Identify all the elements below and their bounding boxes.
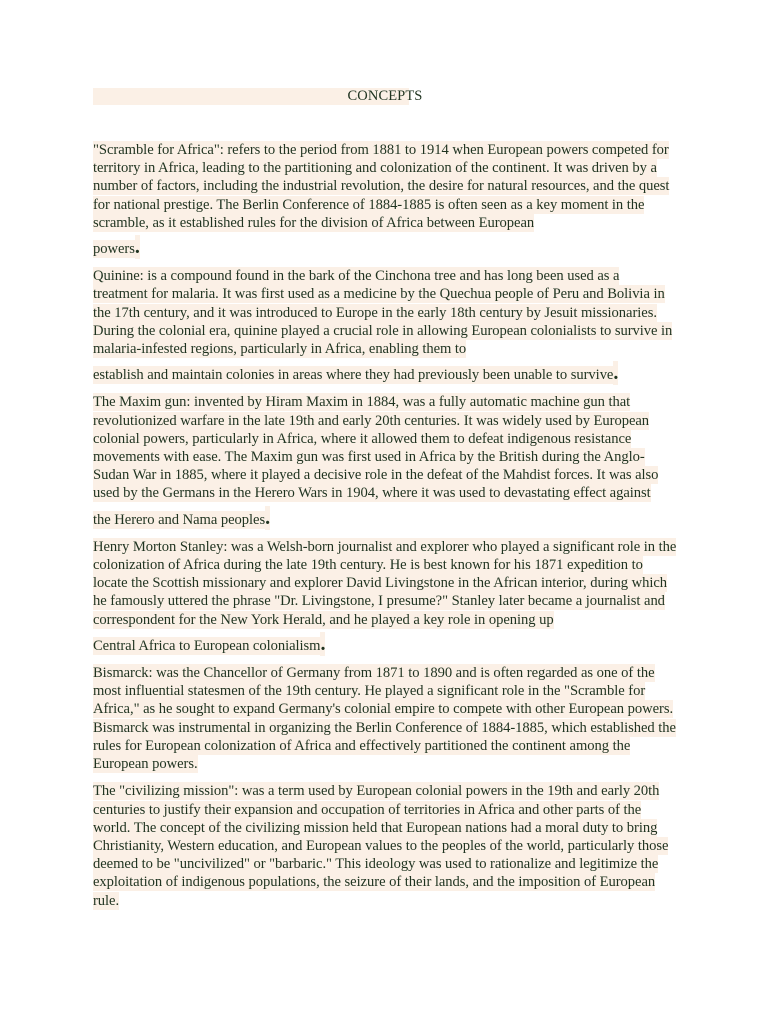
paragraph-bismarck xyxy=(93,664,677,773)
paragraph-end: . xyxy=(320,632,326,655)
paragraph-body: Quinine: is a compound found in the bark of the Cinchona tree and has long been used as a treatment for malaria. It was first used as a medicine by the Quechua people of Peru and Bolivia in the 17th century, and it was introduced to Europe in the early 18th century by Jesuit missionaries. During the colonial era, quinine played a crucial role in allowing European colonialists to survive in malaria-infested regions, particularly in Africa, enabling them to xyxy=(93,268,673,358)
paragraph-scramble-for-africa xyxy=(93,141,677,258)
paragraph-body: "Scramble for Africa": refers to the period from 1881 to 1914 when European powers competed for territory in Africa, leading to the partitioning and colonization of the continent. It was driven by a number of factors, including the industrial revolution, the desire for natural resources, and the quest for national prestige. The Berlin Conference of 1884-1885 is often seen as a key moment in the scramble, as it established rules for the division of Africa between European xyxy=(93,142,670,231)
paragraph-maxim-gun xyxy=(93,393,677,528)
paragraph-end: . xyxy=(613,362,619,385)
document-page xyxy=(93,86,677,919)
paragraph-tail: establish and maintain colonies in areas where they had previously been unable to survive xyxy=(93,367,614,384)
paragraph-henry-morton-stanley xyxy=(93,538,677,655)
paragraph-tail: powers xyxy=(93,241,135,258)
paragraph-tail: Central Africa to European colonialism xyxy=(93,637,321,654)
paragraph-body: The "civilizing mission": was a term used by European colonial powers in the 19th and early 20th centuries to justify their expansion and occupation of territories in Africa and other parts of the world. The concept of the civilizing mission held that European nations had a moral duty to bring Christianity, Western education, and European values to the peoples of the world, particularly those deemed to be "uncivilized" or "barbaric." This ideology was used to rationalize and legitimize the exploitation of indigenous populations, the seizure of their lands, and the imposition of European rule. xyxy=(93,783,669,909)
paragraph-tail: the Herero and Nama peoples xyxy=(93,511,266,528)
paragraph-end: . xyxy=(134,236,140,259)
page-title: CONCEPTS xyxy=(347,88,423,104)
paragraph-end: . xyxy=(265,506,271,529)
paragraph-quinine xyxy=(93,267,677,384)
paragraph-civilizing-mission xyxy=(93,782,677,909)
title-block xyxy=(93,86,677,105)
paragraph-body: Bismarck: was the Chancellor of Germany from 1871 to 1890 and is often regarded as one of the most influential statesmen of the 19th century. He played a significant role in the "Scramble for Africa," as he sought to expand Germany's colonial empire to compete with other European powers. Bismarck was instrumental in organizing the Berlin Conference of 1884-1885, which established the rules for European colonization of Africa and effectively partitioned the continent among the European powers. xyxy=(93,665,676,773)
paragraph-body: Henry Morton Stanley: was a Welsh-born journalist and explorer who played a significant role in the colonization of Africa during the late 19th century. He is best known for his 1871 expedition to locate the Scottish missionary and explorer David Livingstone in the African interior, during which he famously uttered the phrase "Dr. Livingstone, I presume?" Stanley later became a journalist and correspondent for the New York Herald, and he played a key role in opening up xyxy=(93,538,677,628)
paragraph-body: The Maxim gun: invented by Hiram Maxim in 1884, was a fully automatic machine gun that revolutionized warfare in the late 19th and early 20th centuries. It was widely used by European colonial powers, particularly in Africa, where it allowed them to defeat indigenous resistance movements with ease. The Maxim gun was first used in Africa by the British during the Anglo-Sudan War in 1885, where it played a decisive role in the defeat of the Mahdist forces. It was also used by the Germans in the Herero Wars in 1904, where it was used to devastating effect against xyxy=(93,394,659,502)
